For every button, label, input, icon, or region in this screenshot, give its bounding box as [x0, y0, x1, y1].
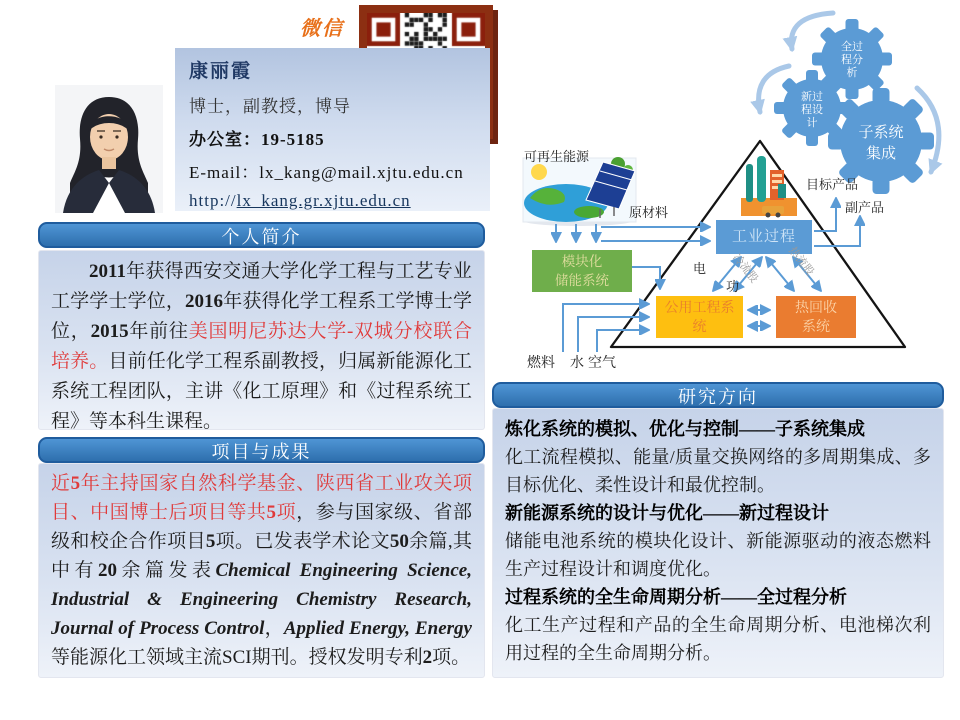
- email-line: [189, 158, 490, 183]
- label-fuel: 燃料: [527, 354, 555, 370]
- svg-text:新过: 新过: [801, 91, 823, 103]
- office-line: [189, 125, 490, 150]
- svg-text:程分: 程分: [841, 54, 863, 66]
- label-renewable-energy: 可再生能源: [524, 149, 590, 164]
- svg-text:计: 计: [806, 117, 818, 129]
- homepage-link[interactable]: lx_kang.gr.xjtu.edu.cn: [236, 191, 411, 210]
- office-label: 办公室：: [189, 130, 261, 149]
- label-target-product: 目标产品: [806, 177, 859, 192]
- renewable-energy-image: [523, 157, 636, 226]
- homepage-line: [189, 191, 490, 211]
- projects-section-header: 项目与成果: [38, 437, 485, 463]
- contact-card: [175, 48, 490, 211]
- label-cold-stream: 冷流股: [730, 251, 760, 286]
- svg-text:程设: 程设: [801, 104, 823, 116]
- research-section-header: 研究方向: [492, 382, 944, 408]
- url-prefix: http://: [189, 191, 237, 210]
- svg-text:全过: 全过: [841, 41, 863, 53]
- research-section-text: [492, 408, 944, 678]
- person-name: 康丽霞: [189, 61, 253, 82]
- person-titles: 博士，副教授，博导: [189, 97, 351, 116]
- label-work: 功: [726, 279, 740, 294]
- research-item-3-title: 过程系统的全生命周期分析——全过程分析: [505, 587, 847, 607]
- email-label: E-mail：: [189, 163, 260, 182]
- research-item-2-body: 储能电池系统的模块化设计、新能源驱动的液态燃料生产过程设计和调度优化。: [505, 531, 931, 579]
- wechat-label: 微信: [300, 18, 344, 40]
- utility-system-box: 公用工程系 统: [656, 296, 743, 338]
- email-address: lx_kang@mail.xjtu.edu.cn: [259, 163, 464, 182]
- storage-system-box: 模块化 储能系统: [532, 250, 632, 292]
- svg-text:集成: 集成: [865, 145, 897, 162]
- label-hot-stream: 热流股: [786, 244, 816, 279]
- label-electricity: 电: [693, 261, 707, 276]
- research-item-2-title: 新能源系统的设计与优化——新过程设计: [505, 503, 829, 523]
- svg-text:子系统: 子系统: [858, 124, 904, 141]
- research-item-1-title: 炼化系统的模拟、优化与控制——子系统集成: [505, 419, 865, 439]
- label-air: 空气: [588, 354, 616, 370]
- label-raw-material: 原材料: [629, 205, 669, 220]
- heat-recovery-box: 热回收 系统: [776, 296, 856, 338]
- label-by-product: 副产品: [845, 200, 885, 215]
- portrait-image: [55, 85, 163, 213]
- portrait-photo: [55, 85, 163, 213]
- svg-text:析: 析: [846, 67, 858, 79]
- factory-icon: [741, 156, 797, 218]
- projects-section-text: 近5年主持国家自然科学基金、陕西省工业攻关项目、中国博士后项目等共5项，参与国家级、省部级和校企合作项目5项。已发表学术论文50余篇,其中有20余篇发表Chemical Engineering Science, Industrial & Engineering Chemistry Research, Journal of Process Control，Applied Energy, Energy等能源化工领域主流SCI期刊。授权发明专利2项。: [38, 463, 485, 678]
- intro-section-text: 2011年获得西安交通大学化学工程与工艺专业工学学士学位，2016年获得化学工程系工学博士学位，2015年前往美国明尼苏达大学-双城分校联合培养。目前任化学工程系副教授，归属新能源化工系统工程团队，主讲《化工原理》和《过程系统工程》等本科生课程。: [38, 250, 485, 430]
- intro-section-header: 个人简介: [38, 222, 485, 248]
- research-item-1-body: 化工流程模拟、能量/质量交换网络的多周期集成、多目标优化、柔性设计和最优控制。: [505, 447, 931, 495]
- label-water: 水: [570, 354, 584, 370]
- industrial-process-box: 工业过程: [716, 220, 812, 254]
- research-item-3-body: 化工生产过程和产品的全生命周期分析、电池梯次利用过程的全生命周期分析。: [505, 615, 931, 663]
- office-number: 19-5185: [261, 130, 325, 149]
